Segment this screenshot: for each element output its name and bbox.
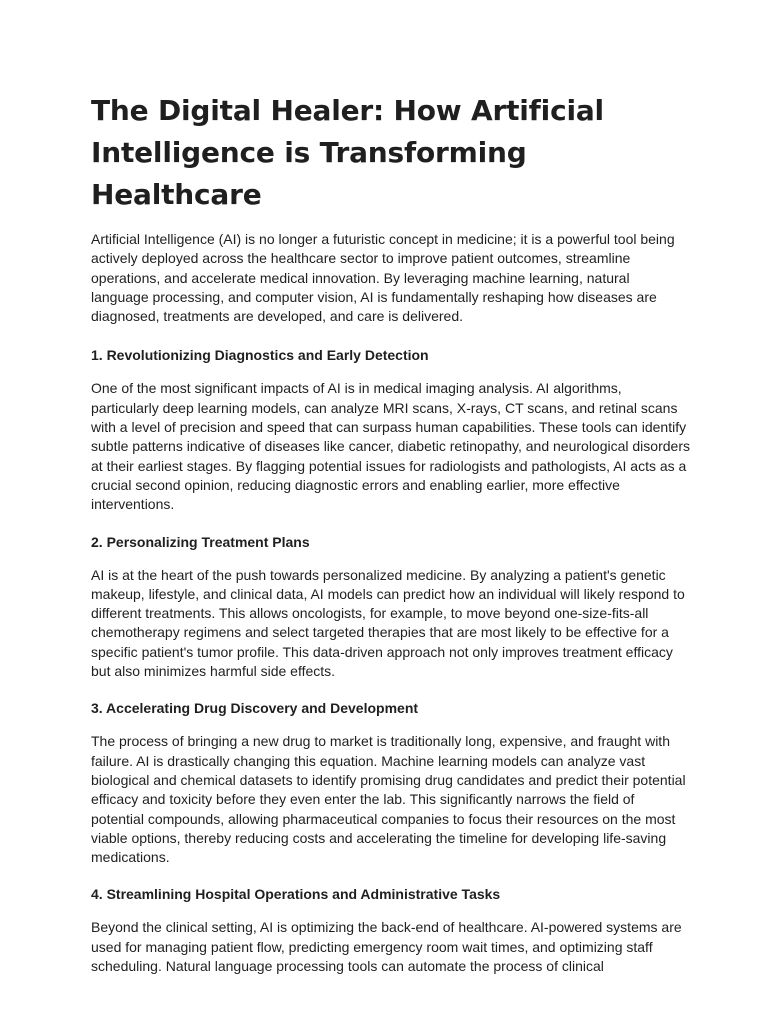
intro-paragraph: Artificial Intelligence (AI) is no longer a futuristic concept in medicine; it is a powerful tool being actively deployed across the healthcare sector to improve patient outcomes, streamline operations, and accelerate medical innovation. By leveraging machine learning, natural language processing, and computer vision, AI is fundamentally reshaping how diseases are diagnosed, treatments are developed, and care is delivered. [91, 231, 675, 325]
section-heading-drug-discovery: 3. Accelerating Drug Discovery and Development [91, 700, 419, 717]
document-page [91, 90, 691, 990]
section-body-hospital-operations: Beyond the clinical setting, AI is optimizing the back-end of healthcare. AI-powered systems are used for managing patient flow, predicting emergency room wait times, and optimizing staff scheduling. Natural language processing tools can automate the process of clinical [91, 919, 682, 975]
document-title: The Digital Healer: How Artificial Intelligence is Transforming Healthcare [91, 94, 604, 211]
section-heading-treatment: 2. Personalizing Treatment Plans [91, 533, 310, 550]
section-heading-diagnostics: 1. Revolutionizing Diagnostics and Early Detection [91, 347, 429, 364]
section-body-treatment: AI is at the heart of the push towards personalized medicine. By analyzing a patient's genetic makeup, lifestyle, and clinical data, AI models can predict how an individual will likely respond to different treatments. This allows oncologists, for example, to move beyond one-size-fits-all chemotherapy regimens and select targeted therapies that are most likely to be effective for a specific patient's tumor profile. This data-driven approach not only improves treatment efficacy but also minimizes harmful side effects. [91, 566, 685, 680]
section-body-diagnostics: One of the most significant impacts of AI is in medical imaging analysis. AI algorithms, particularly deep learning models, can analyze MRI scans, X-rays, CT scans, and retinal scans with a level of precision and speed that can surpass human capabilities. These tools can identify subtle patterns indicative of diseases like cancer, diabetic retinopathy, and neurological disorders at their earliest stages. By flagging potential issues for radiologists and pathologists, AI acts as a crucial second opinion, reducing diagnostic errors and enabling earlier, more effective interventions. [91, 380, 690, 513]
section-body-drug-discovery: The process of bringing a new drug to market is traditionally long, expensive, and fraught with failure. AI is drastically changing this equation. Machine learning models can analyze vast biological and chemical datasets to identify promising drug candidates and predict their potential efficacy and toxicity before they even enter the lab. This significantly narrows the field of potential compounds, allowing pharmaceutical companies to focus their resources on the most viable options, thereby reducing costs and accelerating the timeline for developing life-saving medications. [91, 733, 686, 866]
section-heading-hospital-operations: 4. Streamlining Hospital Operations and Administrative Tasks [91, 886, 501, 903]
